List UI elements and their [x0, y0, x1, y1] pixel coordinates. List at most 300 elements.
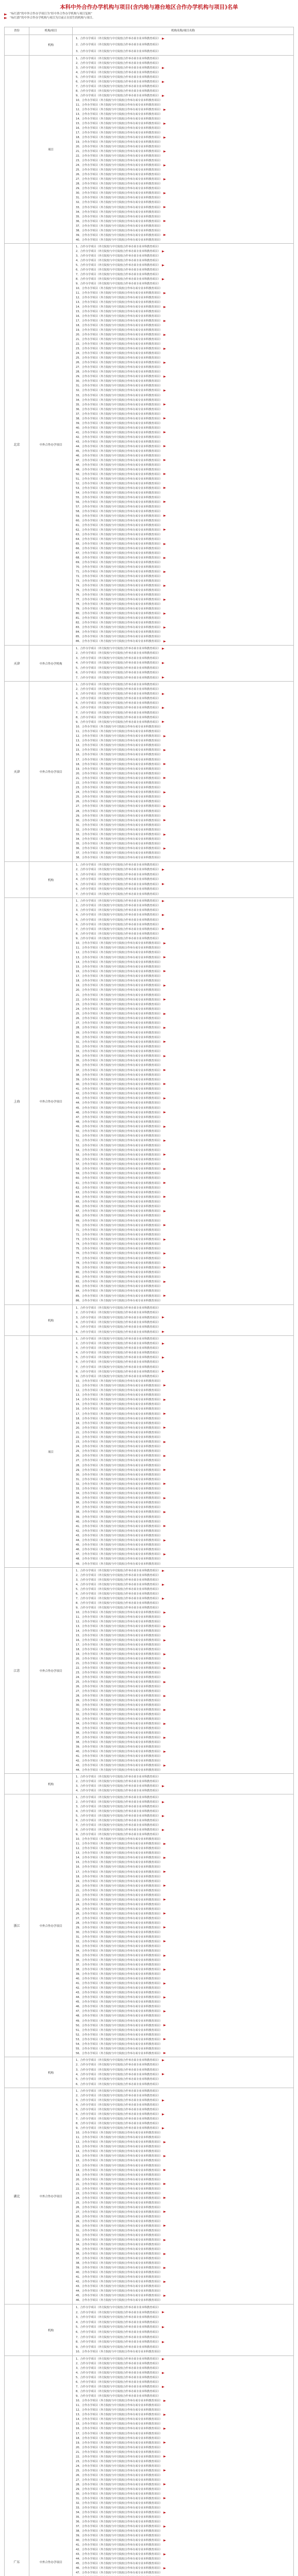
program-name: 45、合作办学项目（外方院校与中方院校合作举办某专业本科教育项目）	[76, 1544, 162, 1547]
program-name: 18、合作办学项目（外方院校与中方院校合作举办某专业本科教育项目）	[76, 1417, 162, 1420]
program-name: 7、合作办学项目（外方院校与中方院校合作举办某专业本科教育项目）	[76, 1597, 161, 1600]
list-item	[76, 1837, 290, 1842]
red-flag-icon	[163, 1055, 166, 1057]
red-flag-icon	[163, 2567, 166, 2569]
province-cell: 广东	[5, 2356, 29, 2576]
list-item	[76, 1096, 290, 1101]
program-list	[73, 898, 293, 1304]
program-name: 43、合作办学项目（外方院校与中方院校合作举办某专业本科教育项目）	[76, 440, 162, 444]
red-flag-icon	[163, 848, 166, 850]
list-item	[76, 2284, 290, 2289]
red-flag-icon	[162, 648, 164, 650]
program-name: 17、合作办学项目（外方院校与中方院校合作举办某专业本科教育项目）	[76, 975, 162, 978]
red-flag-icon	[162, 278, 164, 280]
red-flag-icon	[163, 2183, 166, 2185]
program-name: 7、合作办学项目（外方院校与中方院校合作举办某专业本科教育项目）	[76, 2117, 161, 2121]
list-item	[76, 1036, 290, 1040]
list-item	[76, 2548, 290, 2552]
program-name: 1、合作办学项目（外方院校与中方院校合作举办某专业本科教育项目）	[76, 1775, 161, 1778]
table-section	[5, 1305, 293, 1336]
program-name: 3、合作办学项目（外方院校与中方院校合作举办某专业本科教育项目）	[76, 2099, 161, 2103]
list-item	[76, 2047, 290, 2052]
red-flag-icon	[163, 515, 166, 517]
program-name: 4、合作办学项目（外方院校与中方院校合作举办某专业本科教育项目）	[76, 1810, 161, 1814]
province-cell	[5, 2057, 29, 2088]
red-flag-icon	[163, 306, 166, 308]
list-item	[76, 305, 290, 310]
list-item	[76, 1162, 290, 1167]
list-item	[76, 2315, 290, 2320]
program-name: 41、合作办学项目（外方院校与中方院校合作举办某专业本科教育项目）	[76, 1755, 162, 1758]
list-item	[76, 384, 290, 388]
red-flag-icon	[163, 1168, 166, 1170]
program-name: 12、合作办学项目（外方院校与中方院校合作举办某专业本科教育项目）	[76, 735, 162, 738]
list-item	[76, 1031, 290, 1036]
list-item	[76, 2403, 290, 2408]
list-item	[76, 2042, 290, 2047]
list-item	[76, 1784, 290, 1789]
program-name: 80、合作办学项目（外方院校与中方院校合作举办某专业本科教育项目）	[76, 612, 162, 616]
program-name: 30、合作办学项目（外方院校与中方院校合作举办某专业本科教育项目）	[76, 819, 162, 822]
red-flag-icon	[163, 1612, 166, 1614]
list-item	[76, 1228, 290, 1233]
list-item	[76, 319, 290, 324]
list-item	[76, 356, 290, 361]
program-name: 33、合作办学项目（外方院校与中方院校合作举办某专业本科教育项目）	[76, 206, 162, 209]
list-item	[76, 711, 290, 716]
program-name: 18、合作办学项目（外方院校与中方院校合作举办某专业本科教育项目）	[76, 979, 162, 983]
red-flag-icon	[163, 109, 166, 111]
program-name: 30、合作办学项目（外方院校与中方院校合作举办某专业本科教育项目）	[76, 2224, 162, 2228]
program-name: 8、合作办学项目（外方院校与中方院校合作举办某专业本科教育项目）	[76, 1828, 161, 1832]
list-item	[76, 1069, 290, 1073]
program-name: 14、合作办学项目（外方院校与中方院校合作举办某专业本科教育项目）	[76, 1630, 162, 1633]
red-flag-icon	[163, 1723, 166, 1725]
program-name: 2、合作办学项目（外方院校与中方院校合作举办某专业本科教育项目）	[76, 43, 161, 47]
program-name: 44、合作办学项目（外方院校与中方院校合作举办某专业本科教育项目）	[76, 1996, 162, 1999]
list-item	[76, 89, 290, 94]
red-flag-icon	[163, 1140, 166, 1142]
list-item	[76, 1935, 290, 1940]
program-name: 16、合作办学项目（外方院校与中方院校合作举办某专业本科教育项目）	[76, 2159, 162, 2163]
red-flag-icon	[163, 1455, 166, 1457]
program-name: 81、合作办学项目（外方院校与中方院校合作举办某专业本科教育项目）	[76, 617, 162, 620]
program-name: 27、合作办学项目（外方院校与中方院校合作举办某专业本科教育项目）	[76, 1917, 162, 1920]
program-name: 82、合作办学项目（外方院校与中方院校合作举办某专业本科教育项目）	[76, 1280, 162, 1284]
list-item	[76, 117, 290, 122]
list-item	[76, 1713, 290, 1717]
program-name: 40、合作办学项目（外方院校与中方院校合作举办某专业本科教育项目）	[76, 2271, 162, 2275]
note-text: “标红旗”的中外合作办学项目为“经中外合作办学机构与项目复核”	[10, 12, 92, 15]
program-name: 19、合作办学项目（外方院校与中方院校合作举办某专业本科教育项目）	[76, 329, 162, 332]
list-item	[76, 1552, 290, 1557]
program-name: 36、合作办学项目（外方院校与中方院校合作举办某专业本科教育项目）	[76, 1501, 162, 1505]
list-item	[76, 1063, 290, 1068]
program-name: 2、合作办学项目（外方院校与中方院校合作举办某专业本科教育项目）	[76, 904, 161, 908]
program-name: 2、合作办学项目（外方院校与中方院校合作举办某专业本科教育项目）	[76, 1801, 161, 1804]
list-item	[76, 2524, 290, 2529]
program-name: 48、合作办学项目（外方院校与中方院校合作举办某专业本科教育项目）	[76, 1557, 162, 1561]
list-item	[76, 607, 290, 612]
list-item	[76, 2033, 290, 2038]
program-name: 2、合作办学项目（外方院校与中方院校合作举办某专业本科教育项目）	[76, 868, 161, 872]
program-name: 24、合作办学项目（外方院校与中方院校合作举办某专业本科教育项目）	[76, 164, 162, 167]
program-name: 3、合作办学项目（外方院校与中方院校合作举办某专业本科教育项目）	[76, 1347, 161, 1350]
program-name: 5、合作办学项目（外方院校与中方院校合作举办某专业本科教育项目）	[76, 2108, 161, 2112]
list-item	[76, 1040, 290, 1045]
program-name: 24、合作办学项目（外方院校与中方院校合作举办某专业本科教育项目）	[76, 2464, 162, 2468]
program-name: 40、合作办学项目（外方院校与中方院校合作举办某专业本科教育项目）	[76, 1520, 162, 1523]
program-name: 2、合作办学项目（外方院校与中方院校合作举办某专业本科教育项目）	[76, 1780, 161, 1783]
program-name: 49、合作办学项目（外方院校与中方院校合作举办某专业本科教育项目）	[76, 1125, 162, 1128]
program-name: 38、合作办学项目（外方院校与中方院校合作举办某专业本科教育项目）	[76, 229, 162, 232]
program-name: 46、合作办学项目（外方院校与中方院校合作举办某专业本科教育项目）	[76, 2005, 162, 2009]
program-name: 17、合作办学项目（外方院校与中方院校合作举办某专业本科教育项目）	[76, 1412, 162, 1416]
list-item	[76, 2266, 290, 2270]
list-item	[76, 1158, 290, 1162]
program-name: 5、合作办学项目（外方院校与中方院校合作举办某专业本科教育项目）	[76, 1588, 161, 1591]
program-name: 9、合作办学项目（外方院校与中方院校合作举办某专业本科教育项目）	[76, 1375, 161, 1378]
red-flag-icon	[163, 1427, 166, 1429]
program-name: 16、合作办学项目（外方院校与中方院校合作举办某专业本科教育项目）	[76, 1408, 162, 1411]
list-item	[76, 1587, 290, 1592]
list-item	[76, 1431, 290, 1435]
list-item	[76, 1930, 290, 1935]
program-name: 17、合作办学项目（外方院校与中方院校合作举办某专业本科教育项目）	[76, 2164, 162, 2167]
program-name: 8、合作办学项目（外方院校与中方院校合作举办某专业本科教育项目）	[76, 2341, 161, 2344]
program-name: 1、合作办学项目（外方院校与中方院校合作举办某专业本科教育项目）	[76, 900, 161, 903]
list-item	[76, 2187, 290, 2192]
list-item	[76, 491, 290, 496]
program-name: 36、合作办学项目（外方院校与中方院校合作举办某专业本科教育项目）	[76, 1959, 162, 1962]
program-name: 29、合作办学项目（外方院校与中方院校合作举办某专业本科教育项目）	[76, 2219, 162, 2223]
list-item	[76, 1101, 290, 1106]
list-item	[76, 1459, 290, 1463]
list-item	[76, 1846, 290, 1851]
list-item	[76, 94, 290, 98]
list-item	[76, 2557, 290, 2562]
program-name: 15、合作办学项目（外方院校与中方院校合作举办某专业本科教育项目）	[76, 122, 162, 126]
list-item	[76, 2252, 290, 2257]
program-name: 31、合作办学项目（外方院校与中方院校合作举办某专业本科教育项目）	[76, 1935, 162, 1939]
list-item	[76, 2108, 290, 2112]
program-name: 19、合作办学项目（外方院校与中方院校合作举办某专业本科教育项目）	[76, 1653, 162, 1656]
list-item	[76, 1337, 290, 1342]
program-name: 12、合作办学项目（外方院校与中方院校合作举办某专业本科教育项目）	[76, 2141, 162, 2144]
list-item	[76, 781, 290, 786]
list-item	[76, 2009, 290, 2014]
list-item	[76, 1402, 290, 1407]
red-flag-icon	[162, 1570, 164, 1572]
program-name: 72、合作办学项目（外方院校与中方院校合作举办某专业本科教育项目）	[76, 1233, 162, 1236]
list-item	[76, 2460, 290, 2464]
list-item	[76, 477, 290, 482]
program-name: 15、合作办学项目（外方院校与中方院校合作举办某专业本科教育项目）	[76, 1861, 162, 1865]
program-name: 29、合作办学项目（外方院校与中方院校合作举办某专业本科教育项目）	[76, 1468, 162, 1472]
list-item	[76, 892, 290, 897]
list-item	[76, 1689, 290, 1694]
list-item	[76, 1078, 290, 1082]
type-cell: 中外合作办学机构	[29, 646, 73, 681]
program-name: 20、合作办学项目（外方院校与中方院校合作举办某专业本科教育项目）	[76, 1426, 162, 1430]
list-item	[76, 2058, 290, 2063]
list-item	[76, 2306, 290, 2311]
list-item	[76, 1606, 290, 1611]
list-item	[76, 2243, 290, 2247]
program-name: 26、合作办学项目（外方院校与中方院校合作举办某专业本科教育项目）	[76, 2473, 162, 2477]
list-item	[76, 173, 290, 177]
red-flag-icon	[163, 970, 166, 972]
list-item	[76, 1907, 290, 1912]
list-item	[76, 630, 290, 635]
list-item	[76, 1666, 290, 1671]
program-name: 14、合作办学项目（外方院校与中方院校合作举办某专业本科教育项目）	[76, 2418, 162, 2421]
program-name: 56、合作办学项目（外方院校与中方院校合作举办某专业本科教育项目）	[76, 2052, 162, 2055]
program-name: 7、合作办学项目（外方院校与中方院校合作举办某专业本科教育项目）	[76, 711, 161, 715]
red-flag-icon	[163, 998, 166, 1001]
list-item	[76, 42, 290, 48]
program-name: 41、合作办学项目（外方院校与中方院校合作举办某专业本科教育项目）	[76, 2544, 162, 2547]
program-name: 1、合作办学项目（外方院校与中方院校合作举办某专业本科教育项目）	[76, 683, 161, 686]
program-name: 31、合作办学项目（外方院校与中方院校合作举办某专业本科教育项目）	[76, 2229, 162, 2232]
program-name: 10、合作办学项目（外方院校与中方院校合作举办某专业本科教育项目）	[76, 725, 162, 728]
list-item	[76, 979, 290, 984]
program-name: 16、合作办学项目（外方院校与中方院校合作举办某专业本科教育项目）	[76, 970, 162, 973]
program-name: 8、合作办学项目（外方院校与中方院校合作举办某专业本科教育项目）	[76, 932, 161, 936]
program-name: 10、合作办学项目（外方院校与中方院校合作举办某专业本科教育项目）	[76, 99, 162, 103]
red-flag-icon	[163, 1182, 166, 1184]
list-item	[76, 1789, 290, 1793]
program-name: 2、合作办学项目（外方院校与中方院校合作举办某专业本科教育项目）	[76, 688, 161, 691]
program-name: 34、合作办学项目（外方院校与中方院校合作举办某专业本科教育项目）	[76, 2511, 162, 2515]
list-item	[76, 1360, 290, 1365]
list-item	[76, 956, 290, 960]
list-item	[76, 1708, 290, 1713]
list-item	[76, 1012, 290, 1016]
list-item	[76, 277, 290, 282]
list-item	[76, 1986, 290, 1991]
program-name: 41、合作办学项目（外方院校与中方院校合作举办某专业本科教育项目）	[76, 1088, 162, 1091]
list-item	[76, 84, 290, 89]
list-item	[76, 1435, 290, 1440]
list-item	[76, 48, 290, 55]
program-name: 68、合作办学项目（外方院校与中方院校合作举办某专业本科教育项目）	[76, 556, 162, 560]
program-name: 1、合作办学项目（外方院校与中方院校合作举办某专业本科教育项目）	[76, 1307, 161, 1310]
program-name: 47、合作办学项目（外方院校与中方院校合作举办某专业本科教育项目）	[76, 459, 162, 462]
program-name: 26、合作办学项目（外方院校与中方院校合作举办某专业本科教育项目）	[76, 361, 162, 365]
program-name: 32、合作办学项目（外方院校与中方院校合作举办某专业本科教育项目）	[76, 1045, 162, 1048]
list-item	[76, 500, 290, 505]
red-flag-icon	[163, 362, 166, 364]
list-item	[76, 1889, 290, 1893]
list-item	[76, 2543, 290, 2548]
program-name: 79、合作办学项目（外方院校与中方院校合作举办某专业本科教育项目）	[76, 1266, 162, 1269]
list-item	[76, 2068, 290, 2073]
header-province: 省份	[5, 27, 29, 35]
program-name: 1、合作办学项目（外方院校与中方院校合作举办某专业本科教育项目）	[76, 1337, 161, 1341]
list-item	[76, 602, 290, 607]
red-flag-icon	[162, 1316, 164, 1318]
red-flag-icon	[163, 2400, 166, 2402]
province-cell: 湖北	[5, 2088, 29, 2304]
list-item	[76, 720, 290, 725]
red-flag-icon	[163, 150, 166, 152]
program-name: 15、合作办学项目（外方院校与中方院校合作举办某专业本科教育项目）	[76, 965, 162, 969]
type-cell: 机构	[29, 1305, 73, 1335]
list-item	[76, 523, 290, 528]
list-item	[76, 370, 290, 375]
list-item	[76, 837, 290, 842]
program-name: 13、合作办学项目（外方院校与中方院校合作举办某专业本科教育项目）	[76, 1625, 162, 1628]
program-name: 22、合作办学项目（外方院校与中方院校合作举办某专业本科教育项目）	[76, 1435, 162, 1439]
program-name: 18、合作办学项目（外方院校与中方院校合作举办某专业本科教育项目）	[76, 1648, 162, 1651]
program-name: 36、合作办学项目（外方院校与中方院校合作举办某专业本科教育项目）	[76, 219, 162, 223]
program-name: 16、合作办学项目（外方院校与中方院校合作举办某专业本科教育项目）	[76, 1639, 162, 1642]
list-item	[76, 877, 290, 882]
list-item	[76, 61, 290, 66]
program-name: 6、合作办学项目（外方院校与中方院校合作举办某专业本科教育项目）	[76, 2082, 161, 2086]
list-item	[76, 2206, 290, 2210]
program-name: 2、合作办学项目（外方院校与中方院校合作举办某专业本科教育项目）	[76, 2063, 161, 2067]
list-item	[76, 296, 290, 300]
program-name: 13、合作办学项目（外方院校与中方院校合作举办某专业本科教育项目）	[76, 1394, 162, 1397]
red-flag-icon	[162, 2073, 164, 2075]
program-name: 32、合作办学项目（外方院校与中方院校合作举办某专业本科教育项目）	[76, 201, 162, 205]
list-item	[76, 1054, 290, 1059]
list-item	[76, 1172, 290, 1176]
list-item	[76, 2473, 290, 2478]
list-item	[76, 375, 290, 379]
program-name: 18、合作办学项目（外方院校与中方院校合作举办某专业本科教育项目）	[76, 762, 162, 766]
red-flag-icon	[163, 2539, 166, 2541]
program-name: 38、合作办学项目（外方院校与中方院校合作举办某专业本科教育项目）	[76, 2530, 162, 2533]
program-name: 35、合作办学项目（外方院校与中方院校合作举办某专业本科教育项目）	[76, 2516, 162, 2519]
list-item	[76, 1823, 290, 1828]
list-item	[76, 2117, 290, 2122]
program-name: 12、合作办学项目（外方院校与中方院校合作举办某专业本科教育项目）	[76, 951, 162, 955]
program-name: 7、合作办学项目（外方院校与中方院校合作举办某专业本科教育项目）	[76, 2385, 161, 2389]
program-name: 33、合作办学项目（外方院校与中方院校合作举办某专业本科教育项目）	[76, 1718, 162, 1721]
program-name: 9、合作办学项目（外方院校与中方院校合作举办某专业本科教育项目）	[76, 937, 161, 940]
program-name: 18、合作办学项目（外方院校与中方院校合作举办某专业本科教育项目）	[76, 2436, 162, 2440]
list-item	[76, 1780, 290, 1784]
red-flag-icon	[162, 883, 164, 885]
program-name: 10、合作办学项目（外方院校与中方院校合作举办某专业本科教育项目）	[76, 1838, 162, 1841]
list-item	[76, 666, 290, 671]
program-name: 59、合作办学项目（外方院校与中方院校合作举办某专业本科教育项目）	[76, 514, 162, 518]
list-item	[76, 1021, 290, 1026]
program-name: 11、合作办学项目（外方院校与中方院校合作举办某专业本科教育项目）	[76, 946, 162, 950]
list-item	[76, 2298, 290, 2303]
list-item	[76, 245, 290, 249]
program-name: 70、合作办学项目（外方院校与中方院校合作举办某专业本科教育项目）	[76, 566, 162, 569]
red-flag-icon	[163, 2497, 166, 2499]
province-cell: 天津	[5, 646, 29, 681]
list-item	[76, 1620, 290, 1624]
program-name: 2、合作办学项目（外方院校与中方院校合作举办某专业本科教育项目）	[76, 1574, 161, 1577]
program-name: 39、合作办学项目（外方院校与中方院校合作举办某专业本科教育项目）	[76, 1745, 162, 1749]
program-name: 29、合作办学项目（外方院校与中方院校合作举办某专业本科教育项目）	[76, 814, 162, 818]
list-item	[76, 2294, 290, 2298]
red-flag-icon	[162, 1584, 164, 1586]
program-name: 49、合作办学项目（外方院校与中方院校合作举办某专业本科教育项目）	[76, 2019, 162, 2023]
red-flag-icon	[163, 1097, 166, 1099]
list-item	[76, 2357, 290, 2362]
program-name: 13、合作办学项目（外方院校与中方院校合作举办某专业本科教育项目）	[76, 1852, 162, 1855]
program-name: 13、合作办学项目（外方院校与中方院校合作举办某专业本科教育项目）	[76, 113, 162, 116]
list-item	[76, 743, 290, 748]
red-flag-icon	[163, 1281, 166, 1283]
red-flag-icon	[163, 1843, 166, 1845]
red-flag-icon	[162, 1598, 164, 1600]
list-item	[76, 1045, 290, 1049]
program-name: 49、合作办学项目（外方院校与中方院校合作举办某专业本科教育项目）	[76, 468, 162, 471]
list-item	[76, 2571, 290, 2575]
program-name: 42、合作办学项目（外方院校与中方院校合作举办某专业本科教育项目）	[76, 1092, 162, 1096]
list-item	[76, 1562, 290, 1567]
program-name: 7、合作办学项目（外方院校与中方院校合作举办某专业本科教育项目）	[76, 927, 161, 931]
program-name: 38、合作办学项目（外方院校与中方院校合作举办某专业本科教育项目）	[76, 1511, 162, 1514]
program-name: 65、合作办学项目（外方院校与中方院校合作举办某专业本科教育项目）	[76, 543, 162, 546]
program-name: 29、合作办学项目（外方院校与中方院校合作举办某专业本科教育项目）	[76, 2487, 162, 2491]
list-item	[76, 1731, 290, 1736]
program-name: 53、合作办学项目（外方院校与中方院校合作举办某专业本科教育项目）	[76, 1144, 162, 1147]
list-item	[76, 1893, 290, 1898]
red-flag-icon	[163, 1511, 166, 1513]
list-item	[76, 1694, 290, 1699]
program-name: 47、合作办学项目（外方院校与中方院校合作举办某专业本科教育项目）	[76, 1553, 162, 1556]
program-name: 14、合作办学项目（外方院校与中方院校合作举办某专业本科教育项目）	[76, 960, 162, 964]
program-name: 1、合作办学项目（外方院校与中方院校合作举办某专业本科教育项目）	[76, 245, 161, 248]
list-item	[76, 1685, 290, 1689]
list-item	[76, 1016, 290, 1021]
program-name: 19、合作办学项目（外方院校与中方院校合作举办某专业本科教育项目）	[76, 984, 162, 988]
program-name: 26、合作办学项目（外方院校与中方院校合作举办某专业本科教育项目）	[76, 1454, 162, 1458]
program-name: 1、合作办学项目（外方院校与中方院校合作举办某专业本科教育项目）	[76, 37, 161, 40]
list-item	[76, 1995, 290, 2000]
program-name: 12、合作办学项目（外方院校与中方院校合作举办某专业本科教育项目）	[76, 1620, 162, 1623]
program-name: 28、合作办学项目（外方院校与中方院校合作举办某专业本科教育项目）	[76, 1026, 162, 1030]
program-name: 10、合作办学项目（外方院校与中方院校合作举办某专业本科教育项目）	[76, 2131, 162, 2135]
red-flag-icon	[163, 2141, 166, 2143]
program-name: 28、合作办学项目（外方院校与中方院校合作举办某专业本科教育项目）	[76, 809, 162, 813]
list-item	[76, 1139, 290, 1143]
list-item	[76, 2413, 290, 2417]
program-name: 23、合作办学项目（外方院校与中方院校合作举办某专业本科教育项目）	[76, 1671, 162, 1674]
list-item	[76, 2082, 290, 2087]
red-flag-icon	[163, 1751, 166, 1753]
red-flag-icon	[163, 137, 166, 139]
red-flag-icon	[162, 67, 164, 69]
program-name: 13、合作办学项目（外方院校与中方院校合作举办某专业本科教育项目）	[76, 956, 162, 959]
list-item	[76, 1534, 290, 1538]
list-item	[76, 588, 290, 593]
red-flag-icon	[163, 1210, 166, 1212]
list-item	[76, 1657, 290, 1662]
program-name: 49、合作办学项目（外方院校与中方院校合作举办某专业本科教育项目）	[76, 1562, 162, 1566]
list-item	[76, 2073, 290, 2077]
program-name: 76、合作办学项目（外方院校与中方院校合作举办某专业本科教育项目）	[76, 594, 162, 597]
list-item	[76, 1949, 290, 1954]
red-flag-icon	[163, 2512, 166, 2514]
program-name: 1、合作办学项目（外方院校与中方院校合作举办某专业本科教育项目）	[76, 863, 161, 867]
program-name: 41、合作办学项目（外方院校与中方院校合作举办某专业本科教育项目）	[76, 1524, 162, 1528]
list-item	[76, 616, 290, 621]
program-name: 28、合作办学项目（外方院校与中方院校合作举办某专业本科教育项目）	[76, 1464, 162, 1467]
program-name: 2、合作办学项目（外方院校与中方院校合作举办某专业本科教育项目）	[76, 1342, 161, 1346]
list-item	[76, 570, 290, 574]
program-name: 42、合作办学项目（外方院校与中方院校合作举办某专业本科教育项目）	[76, 2548, 162, 2552]
